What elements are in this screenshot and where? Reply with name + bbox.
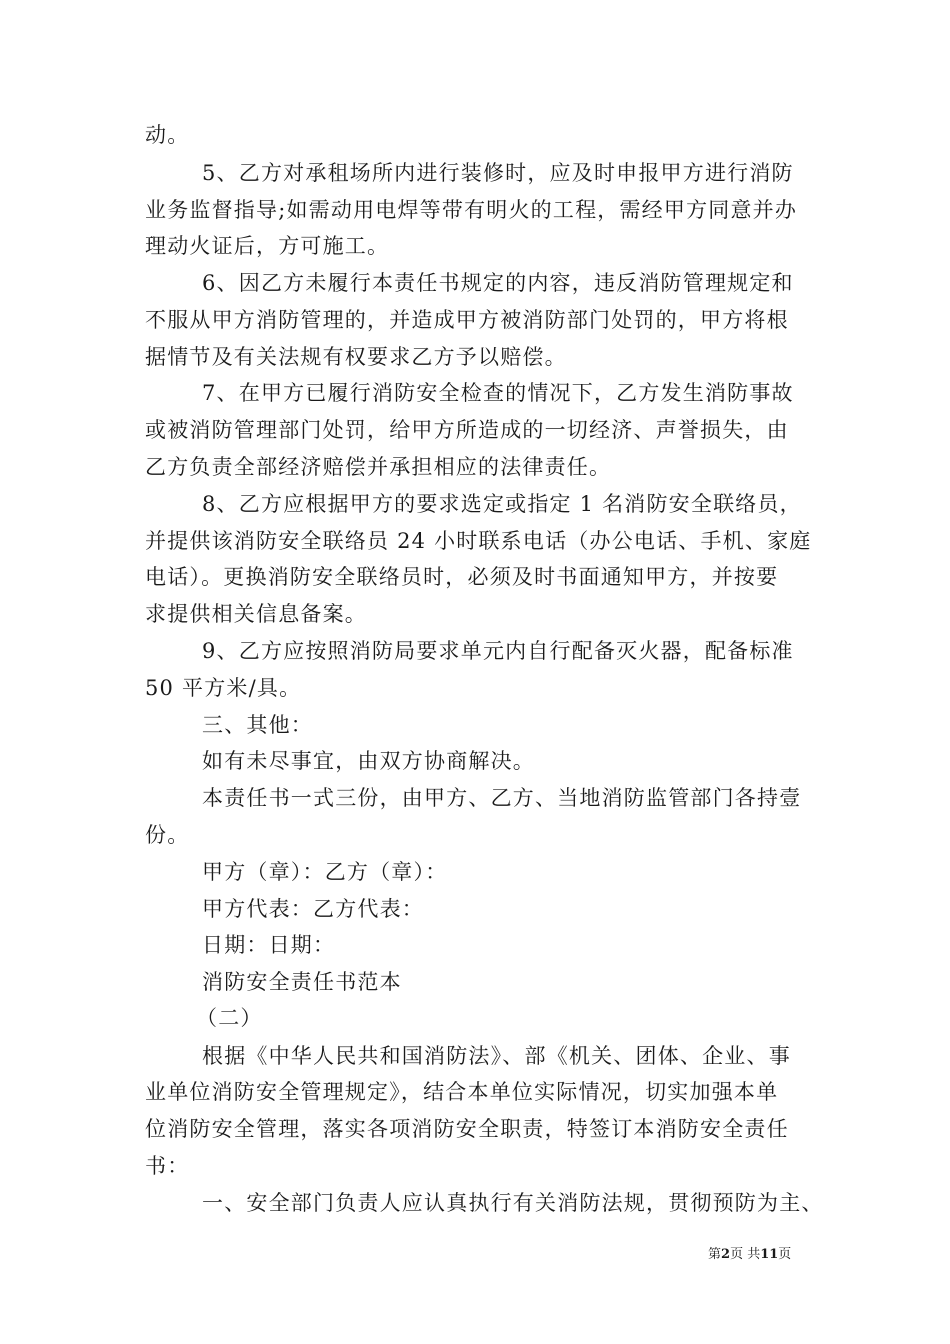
text-line: 位消防安全管理，落实各项消防安全职责，特签订本消防安全责任: [145, 1117, 789, 1141]
text-line: 根据《中华人民共和国消防法》、部《机关、团体、企业、事: [202, 1044, 791, 1068]
date-line: 日期：日期：: [202, 933, 336, 957]
footer-middle: 页 共: [730, 1247, 761, 1262]
text-line: 理动火证后，方可施工。: [145, 234, 390, 258]
text-line: 电话）。更换消防安全联络员时，必须及时书面通知甲方，并按要: [145, 565, 779, 589]
text-line: 6、因乙方未履行本责任书规定的内容，违反消防管理规定和: [202, 271, 794, 295]
text-line: 动。: [145, 123, 190, 147]
text-line: 书：: [145, 1154, 190, 1178]
text-line: 或被消防管理部门处罚，给甲方所造成的一切经济、声誉损失，由: [145, 418, 789, 442]
page-footer: [708, 1246, 791, 1264]
text-line: 据情节及有关法规有权要求乙方予以赔偿。: [145, 345, 567, 369]
text-line: 7、在甲方已履行消防安全检查的情况下，乙方发生消防事故: [202, 381, 794, 405]
text-line: 一、安全部门负责人应认真执行有关消防法规，贯彻预防为主、: [202, 1191, 824, 1215]
text-line: 50 平方米/具。: [145, 676, 302, 700]
text-line: 5、乙方对承租场所内进行装修时，应及时申报甲方进行消防: [202, 161, 794, 185]
text-line: 如有未尽事宜，由双方协商解决。: [202, 749, 535, 773]
text-line: 份。: [145, 823, 190, 847]
section-heading: 三、其他：: [202, 713, 313, 737]
text-line: 并提供该消防安全联络员 24 小时联系电话（办公电话、手机、家庭: [145, 529, 812, 553]
text-line: 9、乙方应按照消防局要求单元内自行配备灭火器，配备标准: [202, 639, 794, 663]
current-page-number: 2: [721, 1247, 731, 1262]
document-subtitle: （二）: [196, 1006, 263, 1030]
text-line: 不服从甲方消防管理的，并造成甲方被消防部门处罚的，甲方将根: [145, 308, 789, 332]
text-line: 求提供相关信息备案。: [145, 602, 367, 626]
signature-line: 甲方（章）：乙方（章）：: [202, 860, 448, 884]
total-pages-number: 11: [760, 1247, 779, 1262]
text-line: 业务监督指导;如需动用电焊等带有明火的工程，需经甲方同意并办: [145, 198, 798, 222]
text-line: 乙方负责全部经济赔偿并承担相应的法律责任。: [145, 455, 612, 479]
footer-suffix: 页: [778, 1247, 792, 1262]
text-line: 本责任书一式三份，由甲方、乙方、当地消防监管部门各持壹: [202, 786, 802, 810]
signature-line: 甲方代表：乙方代表：: [202, 897, 424, 921]
footer-prefix: 第: [708, 1247, 722, 1262]
text-line: 业单位消防安全管理规定》，结合本单位实际情况，切实加强本单: [145, 1080, 779, 1104]
document-title: 消防安全责任书范本: [202, 970, 402, 994]
text-line: 8、乙方应根据甲方的要求选定或指定 1 名消防安全联络员，: [202, 492, 802, 516]
